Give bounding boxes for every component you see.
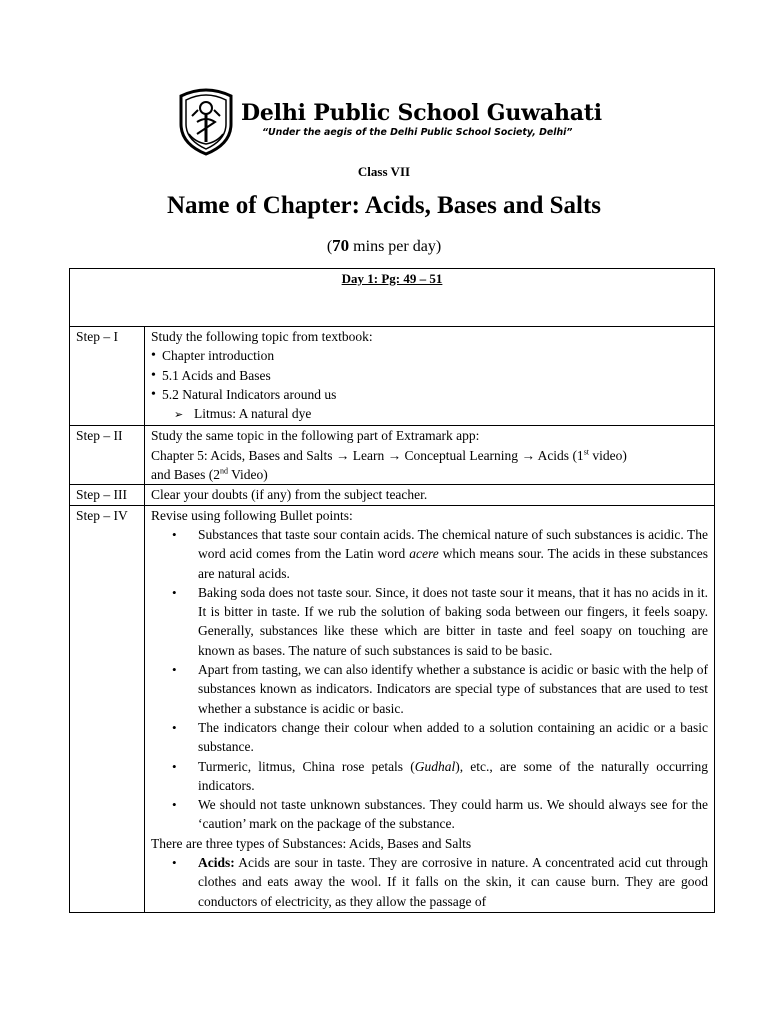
step-content	[145, 327, 715, 426]
sub-topic: ➢ Litmus: A natural dye	[151, 404, 708, 425]
list-item: • Substances that taste sour contain acids. The chemical nature of such substances is acidic. The word acid comes from the Latin word acere which means sour. The acids in these substances are natural acids.	[151, 525, 708, 583]
school-crest-icon	[175, 86, 237, 156]
step-row-4	[70, 505, 715, 912]
day-row	[70, 269, 715, 327]
list-item: • Chapter introduction	[151, 346, 708, 365]
step-intro: Revise using following Bullet points:	[151, 507, 353, 523]
step-content	[145, 505, 715, 912]
list-item: • Baking soda does not taste sour. Since, it does not taste sour it means, that it has no acids in it. It is bitter in taste. If we rub the solution of baking soda between our fingers, it feels soapy. Generally, substances like these which are bitter in taste and feel soapy on touching are known as bases. The nature of such substances is said to be basic.	[151, 583, 708, 660]
step-label: Step – I	[70, 327, 145, 426]
list-item: • 5.1 Acids and Bases	[151, 366, 708, 385]
list-item: • Acids: Acids are sour in taste. They are corrosive in nature. A concentrated acid cut through clothes and eats away the wool. If it falls on the skin, it can cause burn. They are good conductors of electricity, as they allow the passage of	[151, 853, 708, 912]
revision-list	[151, 525, 708, 834]
list-item: • The indicators change their colour when added to a solution containing an acidic or a basic substance.	[151, 718, 708, 757]
day-heading: Day 1: Pg: 49 – 51	[70, 269, 715, 327]
step-intro: Study the same topic in the following part of Extramark app:	[151, 428, 480, 444]
app-path-cont: and Bases (2nd Video)	[151, 466, 268, 483]
list-item: • We should not taste unknown substances. They could harm us. We should always see for the ‘caution’ mark on the package of the substance.	[151, 795, 708, 834]
step-label: Step – IV	[70, 505, 145, 912]
types-intro: There are three types of Substances: Acids, Bases and Salts	[151, 835, 472, 851]
list-item: • 5.2 Natural Indicators around us	[151, 385, 708, 404]
duration-line: (70 mins per day)	[326, 236, 442, 255]
school-subtitle: “Under the aegis of the Delhi Public School Society, Delhi”	[262, 127, 573, 138]
step-label: Step – II	[70, 426, 145, 485]
chapter-title: Name of Chapter: Acids, Bases and Salts	[166, 192, 602, 219]
arrow-right-icon: →	[387, 447, 402, 463]
lesson-plan-table	[69, 268, 715, 913]
school-name: Delhi Public School Guwahati	[241, 100, 602, 126]
duration-value: 70	[332, 236, 350, 255]
class-label: Class VII	[357, 164, 411, 179]
step-row-3	[70, 485, 715, 505]
list-item: • Apart from tasting, we can also identify whether a substance is acidic or basic with the help of substances known as indicators. Indicators are special type of substances that are used to test whether a substance is acidic or basic.	[151, 660, 708, 718]
types-list	[151, 853, 708, 912]
topic-list	[151, 346, 708, 404]
step-row-2	[70, 426, 715, 485]
step-intro: Study the following topic from textbook:	[151, 329, 373, 344]
list-item: • Turmeric, litmus, China rose petals (Gudhal), etc., are some of the naturally occurring indicators.	[151, 757, 708, 796]
step-label: Step – III	[70, 485, 145, 505]
arrow-right-icon: →	[521, 447, 535, 463]
step-content: Clear your doubts (if any) from the subject teacher.	[145, 485, 715, 505]
step-row-1	[70, 327, 715, 426]
acids-label: Acids:	[198, 855, 235, 871]
arrow-right-icon: →	[335, 447, 350, 463]
app-path: Chapter 5: Acids, Bases and Salts → Learn → Conceptual Learning → Acids (1st video)	[151, 447, 627, 463]
school-header	[175, 86, 602, 158]
arrow-bullet-icon: ➢	[174, 409, 184, 422]
step-content	[145, 426, 715, 485]
